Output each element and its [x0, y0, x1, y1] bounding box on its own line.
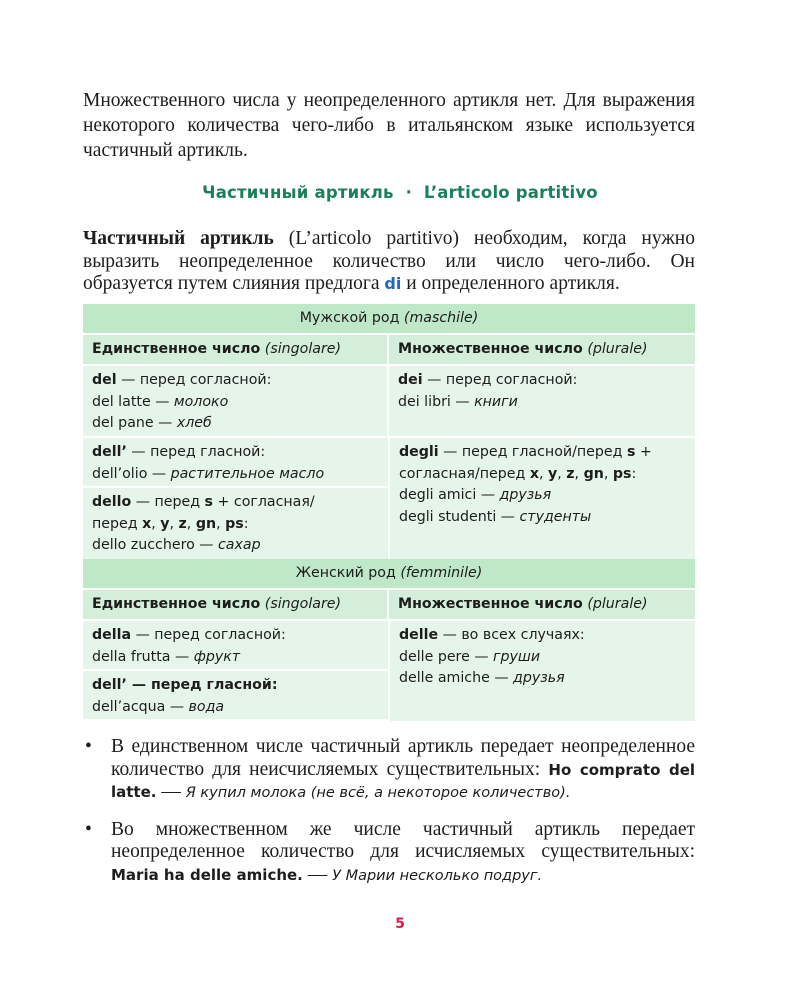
rule-del: — перед согласной: — [116, 372, 272, 388]
heading-ru: Частичный артикль — [202, 183, 394, 202]
example-it: degli studenti — [398, 508, 497, 525]
article-della: della — [92, 627, 132, 643]
bullet-example-ru: Я купил молока (не всё, а некоторое количество). — [185, 785, 571, 801]
heading-it: L’articolo partitivo — [423, 183, 598, 202]
feminine-table — [83, 559, 695, 721]
masculine-plural-head — [389, 335, 695, 364]
example-ru: растительное масло — [170, 465, 325, 482]
bullet-text: В единственном числе частичный артикль передает неопределенное количество для неисчисляемых существительных: — [111, 736, 695, 780]
dash: — — [476, 487, 500, 503]
rule-dell: — перед гласной: — [126, 444, 266, 460]
bullet-example-it: Maria ha delle amiche. — [111, 865, 303, 884]
letter: x — [529, 465, 539, 482]
singular-head-it: (singolare) — [264, 341, 342, 357]
section-heading — [0, 183, 800, 202]
article-delle: delle — [398, 627, 439, 643]
letter: z — [178, 515, 187, 532]
example-ru: сахар — [218, 537, 261, 553]
example-ru: груши — [493, 648, 541, 665]
bullet-item-plural — [83, 819, 695, 888]
singular-head-label: Единственное число — [92, 596, 261, 612]
article-dell-feminine: dell’ — перед гласной: — [92, 677, 278, 693]
masculine-title-ru: Мужской род — [299, 310, 400, 326]
rule-text: — перед — [131, 494, 205, 510]
dash: — — [156, 781, 186, 802]
dash: — — [147, 465, 171, 482]
feminine-title-it: (femminile) — [400, 565, 483, 581]
dash: — — [496, 508, 520, 525]
bullet-example-it: Ho comprato del latte. — [111, 760, 696, 801]
bullet-item-singular — [83, 736, 695, 805]
heading-separator: · — [405, 183, 413, 202]
dash: — — [165, 698, 189, 715]
example-it: dell’olio — [92, 465, 148, 482]
letter-s: s — [626, 444, 636, 460]
letter: gn — [195, 515, 217, 532]
example-it: della frutta — [92, 648, 171, 665]
example-ru: студенты — [519, 508, 592, 525]
feminine-title-ru: Женский род — [295, 565, 396, 581]
cell-della — [83, 621, 388, 669]
cell-dei — [389, 366, 695, 436]
definition-text-1: (L’articolo partitivo) необходим, когда нужно выразить неопределенное количество или число чего-либо. Он образуется путем слияния предлога — [83, 228, 695, 294]
page-number: 5 — [395, 916, 405, 932]
definition-paragraph — [83, 228, 695, 296]
masculine-table — [83, 304, 695, 562]
example-ru: молоко — [173, 393, 229, 410]
cell-delle — [390, 621, 695, 721]
definition-text-2: и определенного артикля. — [401, 273, 620, 294]
example-it: del pane — [92, 415, 154, 431]
cell-degli: degli — перед гласной/перед s + согласная/перед x, y, z, gn, ps: degli amici — друзья degli studenti — студенты — [390, 438, 695, 562]
singular-head-label: Единственное число — [92, 341, 261, 357]
letter-s: s — [204, 494, 213, 510]
dash: — — [194, 537, 218, 553]
example-ru: книги — [474, 393, 518, 410]
masculine-title-it: (maschile) — [403, 310, 479, 326]
plural-head-label: Множественное число — [398, 341, 583, 357]
cell-dell-feminine — [83, 669, 388, 719]
dash: — — [302, 863, 333, 885]
example-it: degli amici — [398, 487, 477, 503]
example-ru: вода — [188, 698, 225, 715]
plural-head-it: (plurale) — [587, 596, 648, 612]
dash: — — [150, 393, 174, 410]
letter: y — [548, 465, 558, 482]
example-it: del latte — [92, 393, 151, 410]
letter: z — [566, 465, 575, 482]
definition-term: Частичный артикль — [83, 228, 274, 249]
example-it: delle amiche — [398, 670, 490, 686]
cell-del — [83, 366, 389, 436]
letter: x — [142, 515, 152, 532]
rule-text: — перед гласной/перед — [438, 444, 627, 460]
cell-dello: dello — перед s + согласная/ перед x, y, z, gn, ps: dello zucchero — сахар — [83, 486, 388, 560]
rule-dei: — перед согласной: — [422, 372, 578, 388]
dash: — — [170, 648, 194, 665]
article-dei: dei — [398, 372, 423, 388]
rule-text: + — [635, 444, 652, 460]
bullet-list — [83, 736, 695, 901]
article-dell: dell’ — [92, 444, 127, 460]
cell-dell — [83, 438, 388, 486]
preposition-di: di — [384, 274, 402, 293]
rule-della: — перед согласной: — [131, 627, 286, 643]
dash: — — [469, 648, 494, 665]
feminine-singular-head — [83, 590, 389, 619]
rule-text: согласная/перед — [398, 465, 530, 482]
rule-text: перед — [92, 515, 143, 532]
intro-paragraph: Множественного числа у неопределенного артикля нет. Для выражения некоторого количества чего-либо в итальянском языке используется частичный артикль. — [83, 90, 695, 161]
singular-head-it: (singolare) — [264, 596, 342, 612]
bullet-icon: • — [85, 736, 92, 757]
dash: — — [489, 670, 514, 686]
article-dello: dello — [92, 494, 132, 510]
article-del: del — [92, 372, 117, 388]
letter: ps — [225, 515, 244, 532]
example-it: dei libri — [398, 393, 451, 410]
bullet-icon: • — [85, 818, 92, 840]
bullet-example-ru: У Марии несколько подруг. — [332, 867, 543, 884]
rule-delle: — во всех случаях: — [438, 627, 585, 643]
feminine-title — [83, 559, 695, 590]
example-ru: хлеб — [176, 415, 212, 431]
plural-head-it: (plurale) — [587, 341, 648, 357]
plural-head-label: Множественное число — [398, 596, 583, 612]
example-ru: друзья — [499, 487, 552, 503]
bullet-text: Во множественном же числе частичный артикль передает неопределенное количество для исчисляемых существительных: — [111, 818, 695, 862]
dash: — — [450, 393, 475, 410]
example-it: delle pere — [398, 648, 470, 665]
dash: — — [153, 415, 177, 431]
letter: ps — [612, 465, 632, 482]
rule-text: + согласная/ — [212, 494, 315, 510]
masculine-singular-head — [83, 335, 389, 364]
example-it: dello zucchero — [92, 537, 195, 553]
article-degli: degli — [398, 444, 439, 460]
example-ru: друзья — [513, 670, 565, 686]
example-ru: фрукт — [193, 648, 241, 665]
letter: gn — [583, 465, 604, 482]
feminine-plural-head — [389, 590, 695, 619]
example-it: dell’acqua — [92, 698, 166, 715]
letter: y — [160, 515, 170, 532]
masculine-title — [83, 304, 695, 335]
